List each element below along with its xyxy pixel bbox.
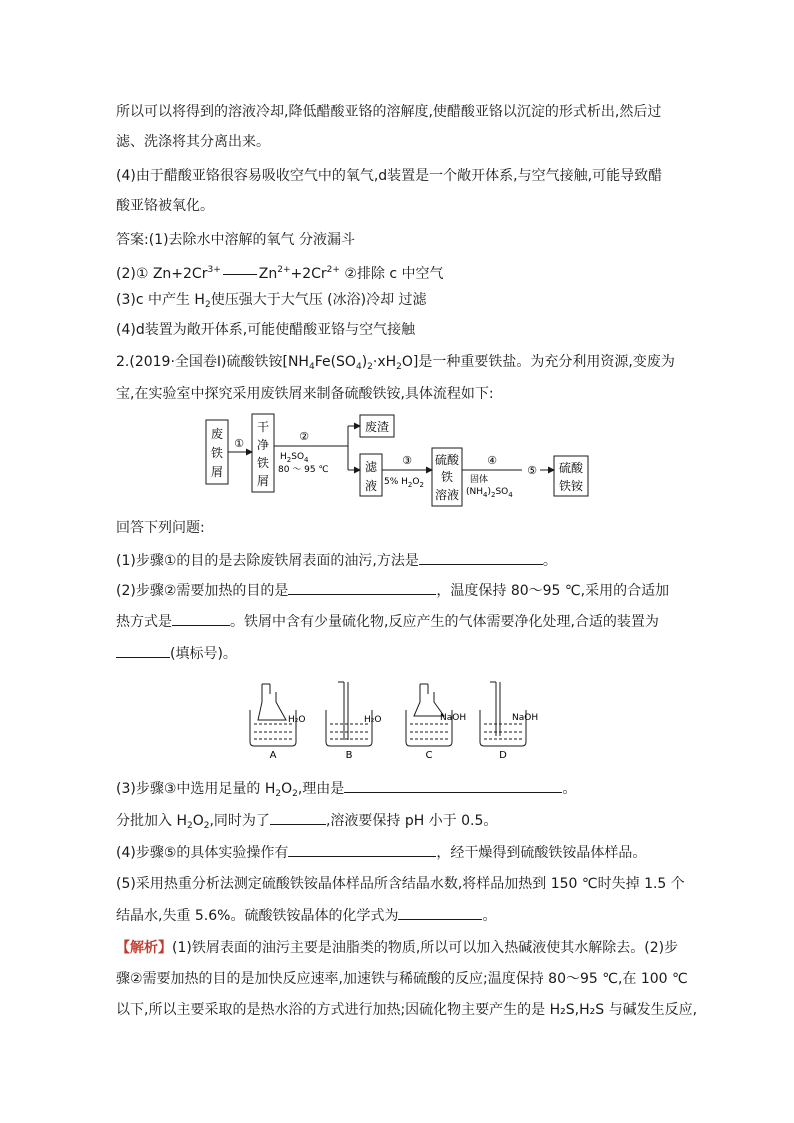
- box-filtrate-2: 液: [364, 479, 378, 493]
- answer-line1: 答案:(1)去除水中溶解的氧气 分液漏斗: [116, 232, 355, 248]
- answer-blank-3a[interactable]: [344, 778, 562, 793]
- apparatus-b: [326, 682, 381, 761]
- step3-condition: 5% $H_2O_2$: [384, 477, 424, 489]
- question2-line1: 2.(2019·全国卷Ⅰ)硫酸铁铵$[NH_4Fe(SO_4)_2\cdot xH_2O]$是一种重要铁盐。为充分利用资源,变废为: [116, 354, 675, 372]
- para1-line1: 所以可以将得到的溶液冷却,降低醋酸亚铬的溶解度,使醋酸亚铬以沉淀的形式析出,然后过: [116, 104, 662, 120]
- step3-label: ③: [402, 454, 412, 467]
- box-ferric-sulfate-2: 铁: [440, 470, 454, 484]
- question-4: (4)步骤⑤的具体实验操作有 ，经干燥得到硫酸铁铵晶体样品。: [116, 842, 646, 863]
- apparatus-c: [406, 684, 466, 761]
- question-5-line2: 结晶水,失重 5.6%。硫酸铁铵晶体的化学式为 。: [116, 905, 496, 926]
- box-clean-iron-2: 净: [256, 438, 270, 452]
- svg-text:H₂O: H₂O: [288, 715, 306, 725]
- svg-text:C: C: [425, 750, 433, 761]
- step1-label: ①: [234, 437, 244, 450]
- answer-line3: (3)c 中产生 $H_2$使压强大于大气压 (冰浴)冷却 过滤: [116, 292, 427, 310]
- box-ferric-sulfate-3: 溶液: [434, 488, 460, 502]
- box-waste-residue: 废渣: [364, 420, 390, 434]
- question-2-line1: (2)步骤②需要加热的目的是 ，温度保持 80～95 ℃,采用的合适加: [116, 580, 669, 601]
- box-clean-iron-1: 干: [256, 420, 270, 434]
- step5-label: ⑤: [527, 464, 537, 477]
- answer-blank-4[interactable]: [288, 842, 436, 857]
- para2-line2: 酸亚铬被氧化。: [116, 198, 214, 214]
- question-2-line2: 热方式是 。铁屑中含有少量硫化物,反应产生的气体需要净化处理,合适的装置为: [116, 611, 659, 632]
- step4-condition-salt: $(NH_4)_2SO_4$: [466, 487, 513, 499]
- box-product-1: 硫酸: [558, 461, 584, 475]
- question2-line2: 宝,在实验室中探究采用废铁屑来制备硫酸铁铵,具体流程如下:: [116, 386, 494, 402]
- answer-line4: (4)d装置为敞开体系,可能使醋酸亚铬与空气接触: [116, 322, 416, 338]
- para2-line1: (4)由于醋酸亚铬很容易吸收空气中的氧气,d装置是一个敞开体系,与空气接触,可能导致醋: [116, 168, 663, 184]
- answer-blank-2c[interactable]: [116, 643, 170, 658]
- box-product-2: 铁铵: [558, 479, 584, 493]
- answer-blank-2a[interactable]: [288, 580, 436, 595]
- para1-line2: 滤、洗涤将其分离出来。: [116, 134, 270, 150]
- box-scrap-iron-3: 屑: [210, 465, 224, 479]
- step2-label: ②: [299, 430, 309, 443]
- apparatus-a: [250, 684, 305, 761]
- step4-label: ④: [487, 454, 497, 467]
- question-3-line1: (3)步骤③中选用足量的 $H_2O_2$,理由是 。: [116, 778, 576, 804]
- answer-prompt: 回答下列问题:: [116, 520, 205, 536]
- question-2-line3: (填标号)。: [116, 643, 237, 664]
- box-scrap-iron-1: 废: [210, 427, 224, 441]
- analysis-line3: 以下,所以主要采取的是热水浴的方式进行加热;因硫化物主要产生的是 H₂S,H₂S 与碱发生反应,: [116, 1002, 698, 1018]
- step4-condition-solid: 固体: [470, 475, 489, 485]
- gas-absorption-apparatus: [240, 680, 560, 762]
- box-filtrate-1: 滤: [364, 460, 378, 474]
- equals-line: [223, 274, 257, 275]
- question-1: (1)步骤①的目的是去除废铁屑表面的油污,方法是 。: [116, 550, 557, 571]
- question-3-line2: 分批加入 $H_2O_2$,同时为了 ,溶液要保持 pH 小于 0.5。: [116, 810, 497, 836]
- svg-text:NaOH: NaOH: [512, 713, 539, 723]
- answer-blank-1[interactable]: [419, 550, 543, 565]
- analysis-line1: 【解析】(1)铁屑表面的油污主要是油脂类的物质,所以可以加入热碱液使其水解除去。(2)步: [116, 940, 679, 956]
- svg-text:B: B: [345, 750, 353, 761]
- svg-text:A: A: [269, 750, 277, 761]
- step2-condition-acid: $H_2SO_4$: [280, 452, 309, 464]
- svg-text:D: D: [499, 750, 507, 761]
- svg-text:H₂O: H₂O: [364, 715, 382, 725]
- apparatus-d: [480, 682, 538, 761]
- answer-line2: (2)① $Zn+2Cr^{3+}$ $Zn^{2+}+2Cr^{2+}$ ②排除 c 中空气: [116, 265, 444, 282]
- box-clean-iron-4: 屑: [256, 474, 270, 488]
- step2-condition-temp: 80 ～ 95 ℃: [278, 465, 329, 475]
- process-flowchart: [200, 412, 600, 512]
- box-clean-iron-3: 铁: [256, 456, 270, 470]
- answer-blank-3b[interactable]: [270, 810, 326, 825]
- question-5-line1: (5)采用热重分析法测定硫酸铁铵晶体样品所含结晶水数,将样品加热到 150 ℃时失掉 1.5 个: [116, 876, 685, 892]
- analysis-tag: 【解析】: [116, 940, 172, 956]
- analysis-line2: 骤②需要加热的目的是加快反应速率,加速铁与稀硫酸的反应;温度保持 80～95 ℃,在 100 ℃: [116, 971, 688, 987]
- box-scrap-iron-2: 铁: [210, 446, 224, 460]
- answer-blank-5[interactable]: [398, 905, 482, 920]
- svg-text:NaOH: NaOH: [440, 713, 467, 723]
- box-ferric-sulfate-1: 硫酸: [434, 453, 460, 467]
- answer-blank-2b[interactable]: [172, 611, 230, 626]
